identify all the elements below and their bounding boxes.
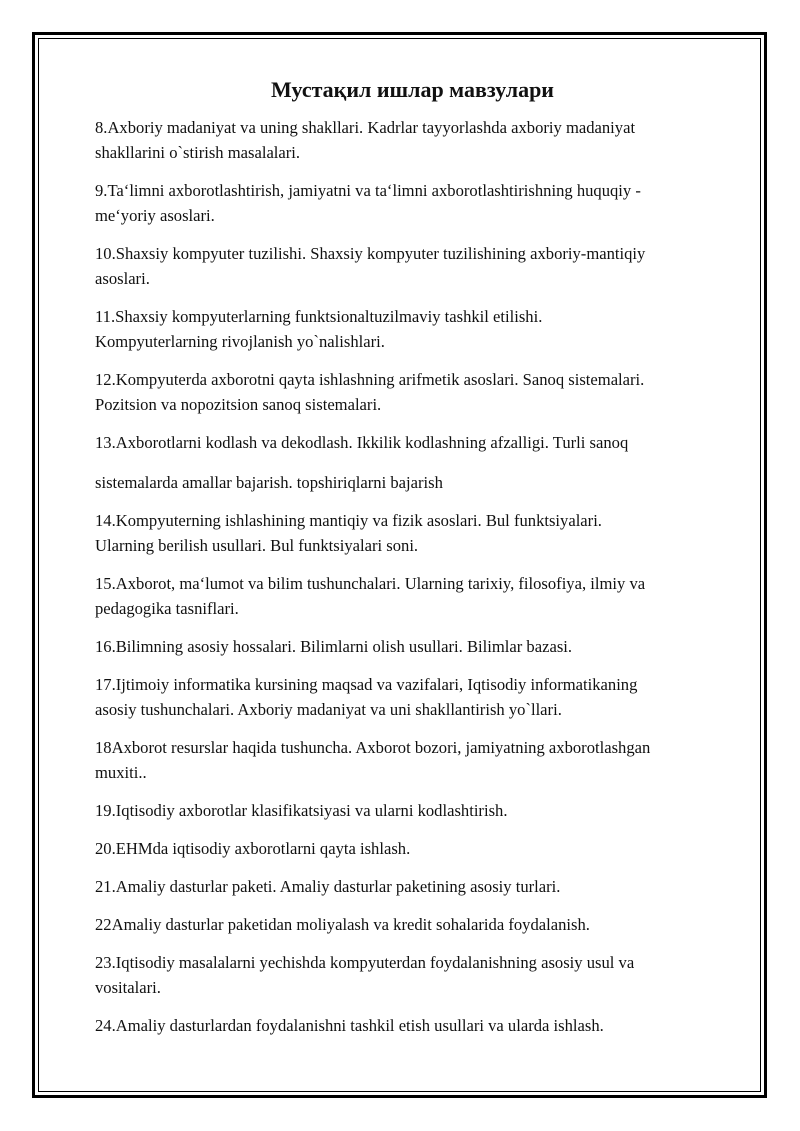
topic-line: sistemalarda amallar bajarish. topshiriqlarni bajarish [95,473,443,492]
topic-line: asoslari. [95,269,150,288]
topic-item-24 [95,1013,730,1038]
topic-item-18 [95,735,730,785]
topic-line: 13.Axborotlarni kodlash va dekodlash. Ikkilik kodlashning afzalligi. Turli sanoq [95,433,629,452]
topic-line: muxiti.. [95,763,147,782]
topic-item-21 [95,874,730,899]
topic-line: 17.Ijtimoiy informatika kursining maqsad va vazifalari, Iqtisodiy informatikaning [95,675,638,694]
topic-item-17 [95,672,730,722]
topic-line: 19.Iqtisodiy axborotlar klasifikatsiyasi va ularni kodlashtirish. [95,801,508,820]
topic-line: 20.EHMda iqtisodiy axborotlarni qayta ishlash. [95,839,411,858]
topic-line: shakllarini o`stirish masalalari. [95,143,301,162]
topic-item-16 [95,634,730,659]
topic-item-20 [95,836,730,861]
topic-item-23 [95,950,730,1000]
document-title: Мустақил ишлар мавзулари [271,77,554,102]
topic-line: 12.Kompyuterda axborotni qayta ishlashning arifmetik asoslari. Sanoq sistemalari. [95,370,645,389]
topic-line: 24.Amaliy dasturlardan foydalanishni tashkil etish usullari va ularda ishlash. [95,1016,604,1035]
topic-line: 18Axborot resurslar haqida tushuncha. Axborot bozori, jamiyatning axborotlashgan [95,738,651,757]
topic-line: 23.Iqtisodiy masalalarni yechishda kompyuterdan foydalanishning asosiy usul va [95,953,635,972]
topic-line: Pozitsion va nopozitsion sanoq sistemalari. [95,395,382,414]
topic-item-8 [95,115,730,165]
topic-line: 11.Shaxsiy kompyuterlarning funktsionaltuzilmaviy tashkil etilishi. [95,307,543,326]
topic-item-9 [95,178,730,228]
topic-line: 21.Amaliy dasturlar paketi. Amaliy dasturlar paketining asosiy turlari. [95,877,561,896]
topic-line: Ularning berilish usullari. Bul funktsiyalari soni. [95,536,419,555]
topic-line: 10.Shaxsiy kompyuter tuzilishi. Shaxsiy kompyuter tuzilishining axboriy-mantiqiy [95,244,646,263]
topic-line: 15.Axborot, ma‘lumot va bilim tushunchalari. Ularning tarixiy, filosofiya, ilmiy va [95,574,646,593]
topic-item-11 [95,304,730,354]
topic-item-22 [95,912,730,937]
topic-item-14 [95,508,730,558]
topic-line: 9.Ta‘limni axborotlashtirish, jamiyatni va ta‘limni axborotlashtirishning huquqiy - [95,181,641,200]
topic-item-13 [95,430,730,495]
topic-line: asosiy tushunchalari. Axboriy madaniyat va uni shakllantirish yo`llari. [95,700,562,719]
topic-item-10 [95,241,730,291]
topic-item-12 [95,367,730,417]
topic-item-19 [95,798,730,823]
topic-line: 14.Kompyuterning ishlashining mantiqiy va fizik asoslari. Bul funktsiyalari. [95,511,602,530]
topic-line: pedagogika tasniflari. [95,599,239,618]
topic-line: me‘yoriy asoslari. [95,206,215,225]
topic-line: 22Amaliy dasturlar paketidan moliyalash va kredit sohalarida foydalanish. [95,915,590,934]
topic-item-15 [95,571,730,621]
topic-line: 8.Axboriy madaniyat va uning shakllari. Kadrlar tayyorlashda axboriy madaniyat [95,118,636,137]
topic-line: vositalari. [95,978,161,997]
document-body [95,72,730,1051]
topic-line: Kompyuterlarning rivojlanish yo`nalishlari. [95,332,385,351]
topic-line: 16.Bilimning asosiy hossalari. Bilimlarni olish usullari. Bilimlar bazasi. [95,637,573,656]
